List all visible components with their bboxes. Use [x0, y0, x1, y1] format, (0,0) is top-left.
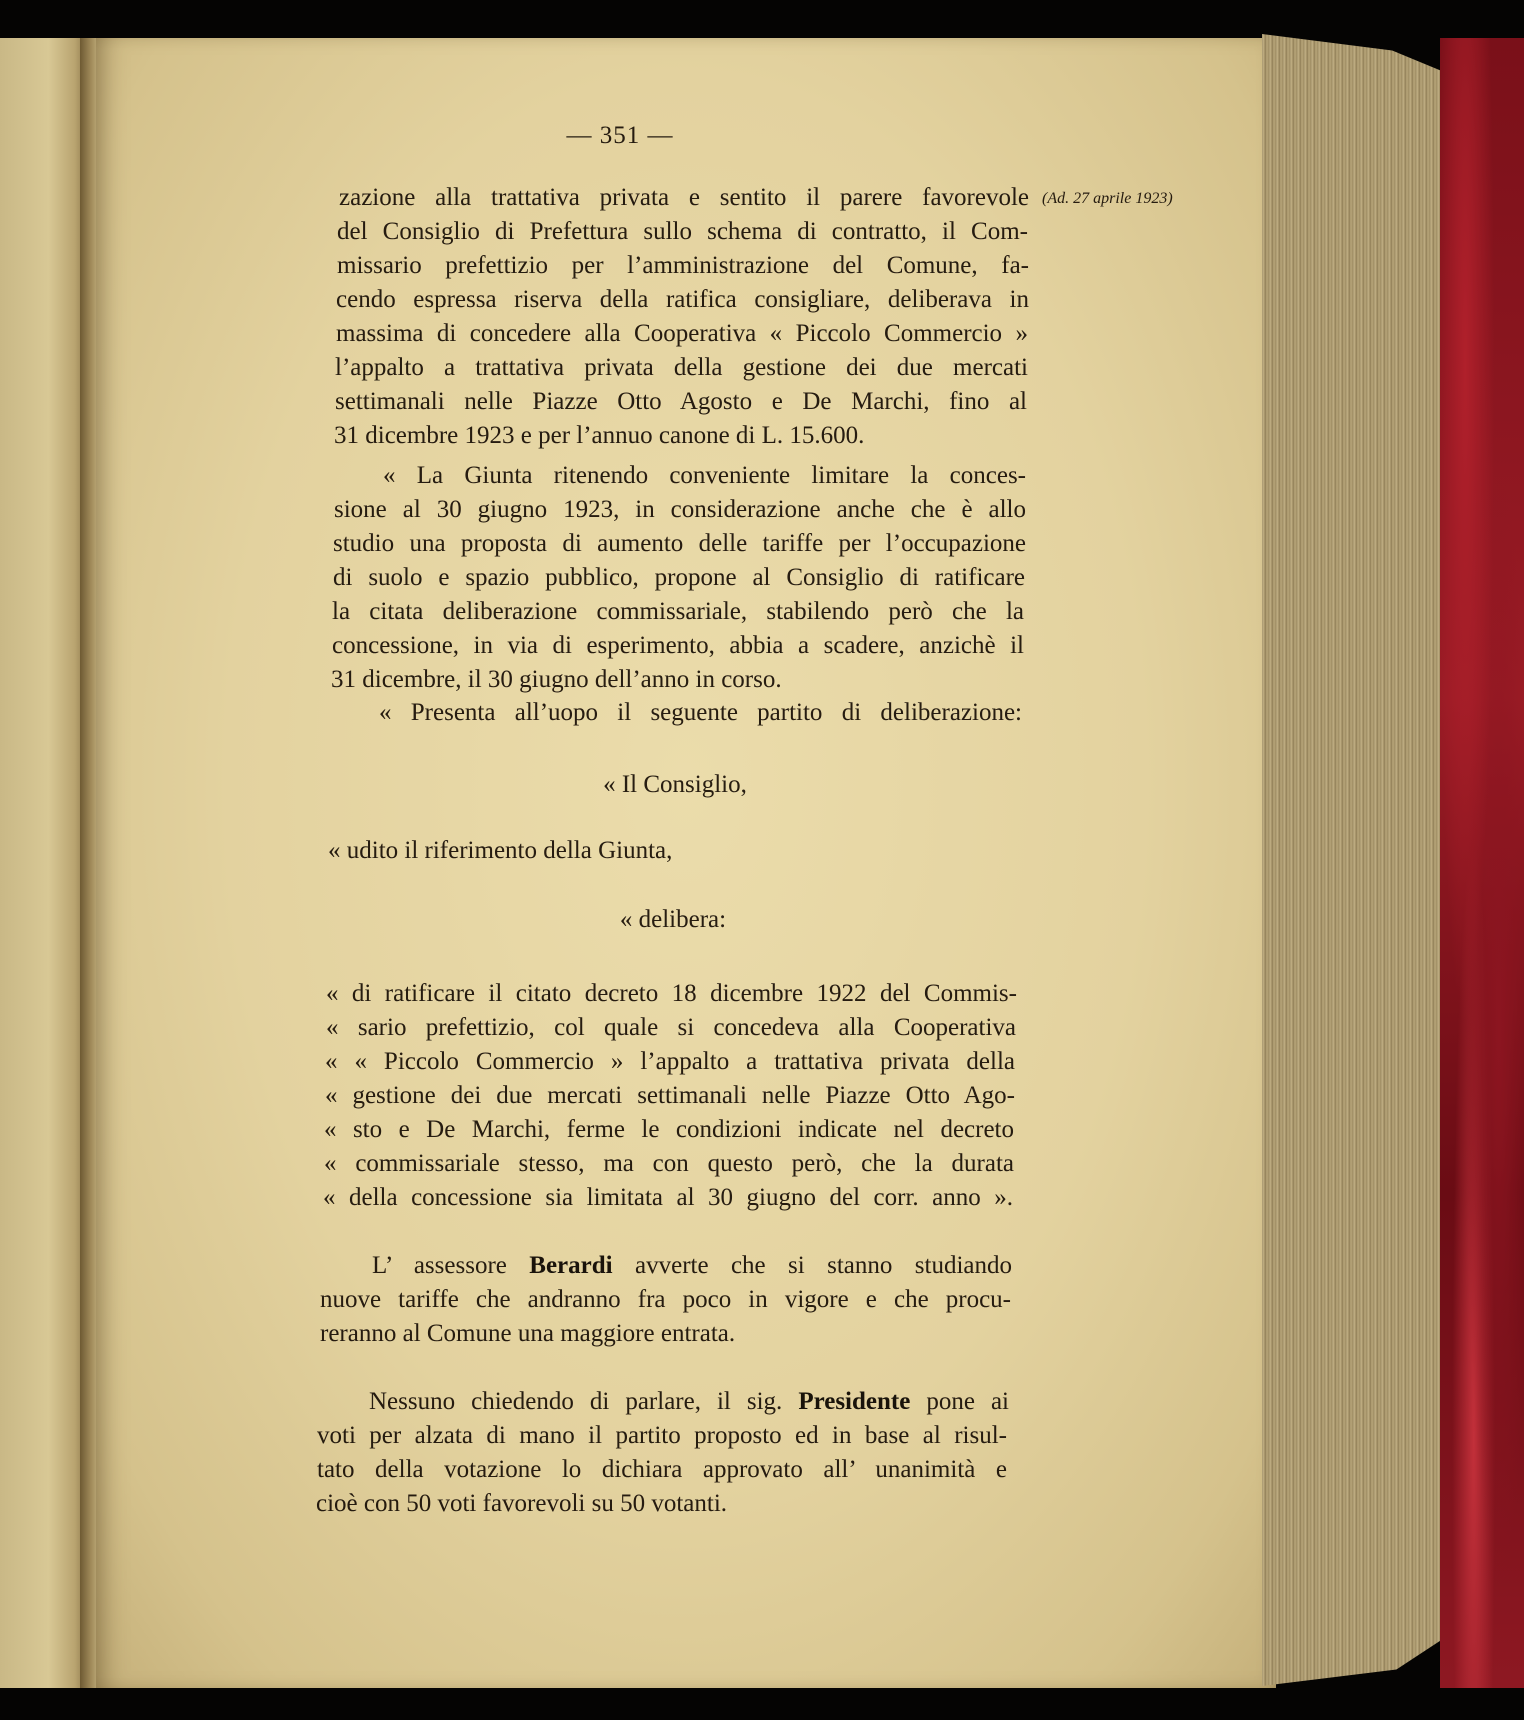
speaker-name-presidente: Presidente [798, 1388, 911, 1415]
text-line: sione al 30 giugno 1923, in considerazione anche che è allo [334, 496, 1026, 523]
text-line: « di ratificare il citato decreto 18 dicembre 1922 del Commis- [326, 980, 1017, 1007]
resolution-delibera: « delibera: [619, 906, 727, 933]
presidente-first-line [369, 1387, 1009, 1417]
marbled-cover [1440, 38, 1524, 1688]
page-number: — 351 — [566, 122, 674, 149]
text-line: di suolo e spazio pubblico, propone al Consiglio di ratificare [333, 564, 1025, 591]
facing-page-edge [0, 38, 88, 1688]
text-line: « udito il riferimento della Giunta, [328, 837, 673, 864]
text-line: massima di concedere alla Cooperativa « Piccolo Commercio » [336, 320, 1028, 347]
text-line: 31 dicembre 1923 e per l’annuo canone di L. 15.600. [334, 422, 865, 449]
text-line: cioè con 50 voti favorevoli su 50 votanti. [316, 1490, 728, 1517]
text-line: « sario prefettizio, col quale si concedeva alla Cooperativa [326, 1014, 1016, 1041]
text-span: avverte che si stanno studiando [612, 1252, 1012, 1279]
text-span: Nessuno chiedendo di parlare, il sig. [369, 1388, 799, 1415]
text-line: studio una proposta di aumento delle tariffe per l’occupazione [333, 530, 1026, 557]
berardi-first-line [372, 1251, 1012, 1281]
text-line: tato della votazione lo dichiara approvato all’ unanimità e [317, 1456, 1007, 1483]
text-span: pone ai [910, 1388, 1009, 1415]
resolution-heading: « Il Consiglio, [603, 771, 747, 798]
text-line: l’appalto a trattativa privata della gestione dei due mercati [335, 354, 1028, 381]
text-line: zazione alla trattativa privata e sentito il parere favorevole [339, 184, 1029, 211]
text-line: « La Giunta ritenendo conveniente limitare la conces- [383, 462, 1026, 489]
text-line: 31 dicembre, il 30 giugno dell’anno in corso. [331, 666, 782, 693]
text-line: « Presenta all’uopo il seguente partito di deliberazione: [379, 699, 1022, 726]
text-line: nuove tariffe che andranno fra poco in vigore e che procu- [320, 1286, 1011, 1313]
text-line: concessione, in via di esperimento, abbia a scadere, anzichè il [332, 632, 1024, 659]
text-line: del Consiglio di Prefettura sullo schema di contratto, il Com- [337, 218, 1028, 245]
speaker-name-berardi: Berardi [529, 1252, 613, 1279]
text-line: « sto e De Marchi, ferme le condizioni indicate nel decreto [324, 1116, 1014, 1143]
text-line: la citata deliberazione commissariale, stabilendo però che la [332, 598, 1024, 625]
text-line: reranno al Comune una maggiore entrata. [320, 1320, 736, 1347]
text-line: cendo espressa riserva della ratifica consigliare, deliberava in [336, 286, 1029, 313]
margin-note-date: (Ad. 27 aprile 1923) [1042, 190, 1173, 207]
text-line: settimanali nelle Piazze Otto Agosto e De Marchi, fino al [335, 388, 1027, 415]
text-line: missario prefettizio per l’amministrazione del Comune, fa- [337, 252, 1029, 279]
text-line: « « Piccolo Commercio » l’appalto a trattativa privata della [325, 1048, 1015, 1075]
text-line: « della concessione sia limitata al 30 giugno del corr. anno ». [323, 1184, 1013, 1211]
text-line: « gestione dei due mercati settimanali nelle Piazze Otto Ago- [325, 1082, 1015, 1109]
text-line: voti per alzata di mano il partito proposto ed in base al risul- [317, 1422, 1007, 1449]
text-span: L’ assessore [372, 1252, 530, 1279]
text-line: « commissariale stesso, ma con questo però, che la durata [324, 1150, 1014, 1177]
